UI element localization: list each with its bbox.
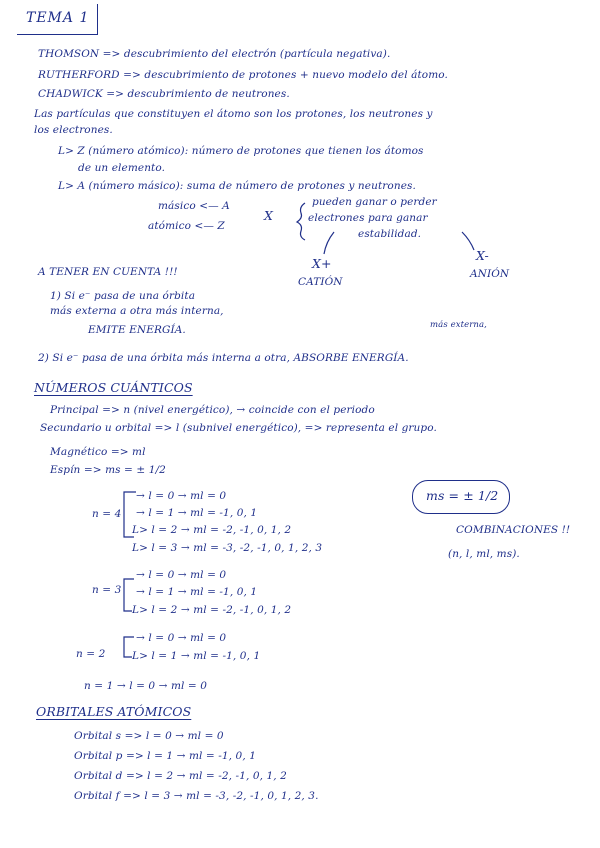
orbital-f: Orbital f => l = 3 → ml = -3, -2, -1, 0, 1, 2, 3. [74, 790, 319, 802]
ms-box-text: ms = ± 1/2 [426, 488, 499, 503]
n4-label: n = 4 [92, 508, 122, 520]
orbital-d: Orbital d => l = 2 → ml = -2, -1, 0, 1, 2 [74, 770, 287, 782]
line-espin: Espín => ms = ± 1/2 [50, 464, 166, 476]
note-ganar-3: estabilidad. [358, 228, 422, 240]
n2-label: n = 2 [76, 648, 106, 660]
rule-1-line-3: EMITE ENERGÍA. [88, 324, 186, 336]
orbital-s: Orbital s => l = 0 → ml = 0 [74, 730, 224, 742]
line-z-def-2: de un elemento. [78, 162, 166, 174]
line-magnetico: Magnético => ml [50, 446, 146, 458]
line-principal: Principal => n (nivel energético), → coincide con el periodo [50, 404, 375, 416]
line-particles-1: Las partículas que constituyen el átomo son los protones, los neutrones y [34, 108, 433, 120]
rule-1-line-1: 1) Si e⁻ pasa de una órbita [50, 290, 196, 302]
n2-l1: L> l = 1 → ml = -1, 0, 1 [132, 650, 261, 662]
n4-l3: L> l = 3 → ml = -3, -2, -1, 0, 1, 2, 3 [132, 542, 323, 554]
label-cation: CATIÓN [298, 276, 343, 288]
line-thomson: THOMSON => descubrimiento del electrón (partícula negativa). [38, 48, 391, 60]
rule-2: 2) Si e⁻ pasa de una órbita más interna a otra, ABSORBE ENERGÍA. [38, 352, 409, 364]
heading-orbitales: ORBITALES ATÓMICOS [36, 704, 192, 719]
line-chadwick: CHADWICK => descubrimiento de neutrones. [38, 88, 290, 100]
symbol-x: X [264, 208, 273, 223]
n4-l1: → l = 1 → ml = -1, 0, 1 [136, 507, 258, 519]
n3-l1: → l = 1 → ml = -1, 0, 1 [136, 586, 258, 598]
page-title: TEMA 1 [26, 10, 90, 26]
line-secundario: Secundario u orbital => l (subnivel energético), => representa el grupo. [40, 422, 437, 434]
combinaciones-tuple: (n, l, ml, ms). [448, 548, 520, 560]
heading-tener-en-cuenta: A TENER EN CUENTA !!! [38, 266, 178, 278]
label-atomico: atómico <— Z [148, 220, 225, 232]
combinaciones-label: COMBINACIONES !! [456, 524, 571, 536]
n3-label: n = 3 [92, 584, 122, 596]
label-masico: másico <— A [158, 200, 230, 212]
orbital-p: Orbital p => l = 1 → ml = -1, 0, 1 [74, 750, 256, 762]
line-rutherford: RUTHERFORD => descubrimiento de protones + nuevo modelo del átomo. [38, 69, 448, 81]
n3-l2: L> l = 2 → ml = -2, -1, 0, 1, 2 [132, 604, 292, 616]
line-z-def-1: L> Z (número atómico): número de protones que tienen los átomos [58, 145, 424, 157]
rule-1-line-2: más externa a otra más interna, [50, 305, 224, 317]
heading-numeros-cuanticos: NÚMEROS CUÁNTICOS [34, 380, 193, 395]
note-ganar-2: electrones para ganar [308, 212, 428, 224]
line-particles-2: los electrones. [34, 124, 113, 136]
symbol-x-plus: X+ [312, 256, 332, 271]
n1-line: n = 1 → l = 0 → ml = 0 [84, 680, 208, 692]
n3-l0: → l = 0 → ml = 0 [136, 569, 227, 581]
rule-2-annotation: más externa, [430, 320, 487, 330]
label-anion: ANIÓN [470, 268, 510, 280]
symbol-x-minus: X- [476, 248, 489, 263]
n4-l2: L> l = 2 → ml = -2, -1, 0, 1, 2 [132, 524, 292, 536]
n2-l0: → l = 0 → ml = 0 [136, 632, 227, 644]
line-a-def: L> A (número másico): suma de número de protones y neutrones. [58, 180, 416, 192]
note-ganar-1: pueden ganar o perder [312, 196, 437, 208]
n4-l0: → l = 0 → ml = 0 [136, 490, 227, 502]
